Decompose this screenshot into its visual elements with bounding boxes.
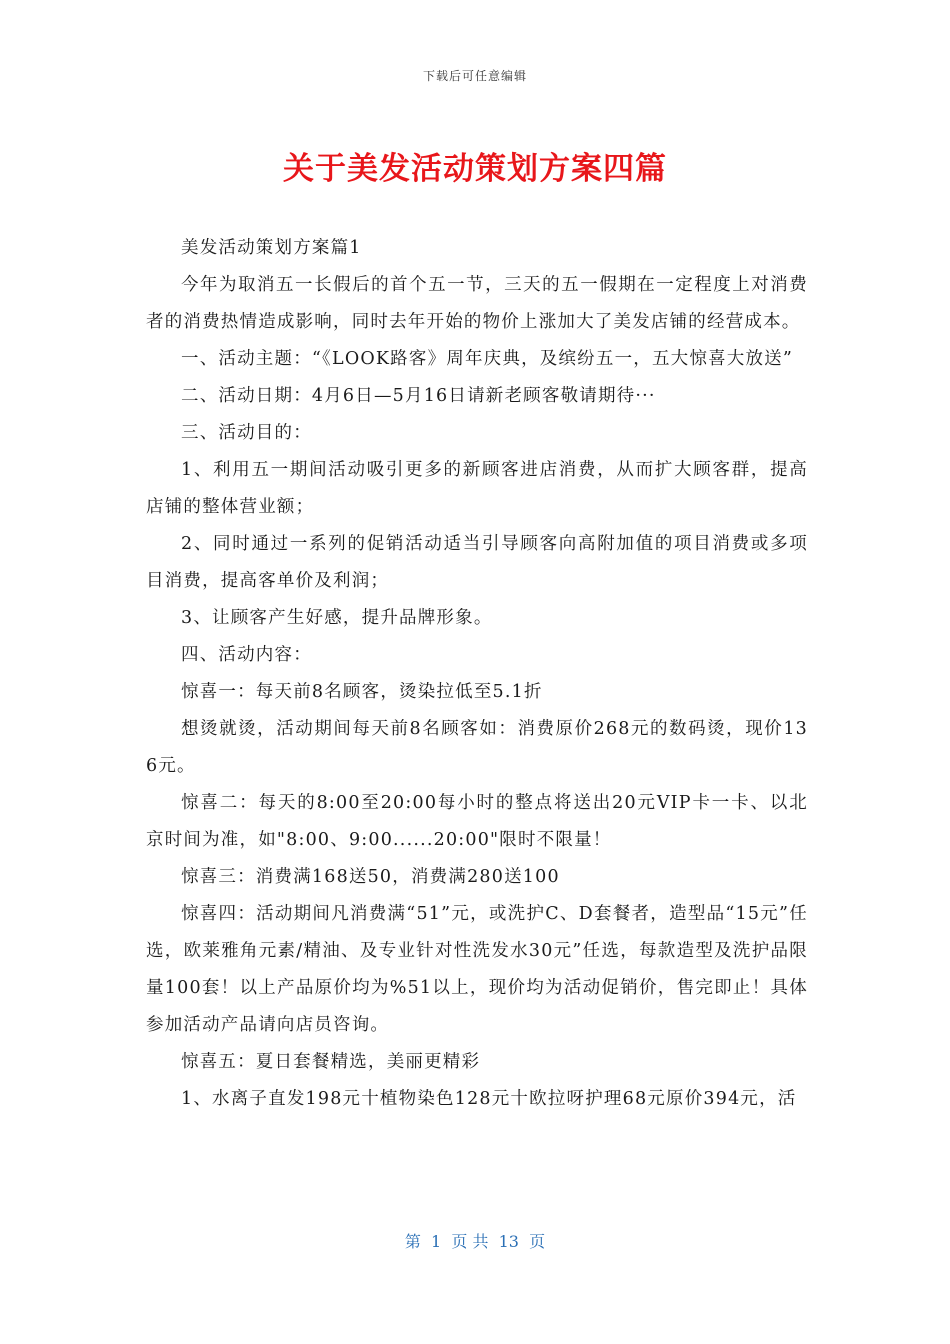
purpose-item-2: 2、同时通过一系列的促销活动适当引导顾客向高附加值的项目消费或多项目消费，提高客单价及利润；	[146, 534, 808, 591]
purpose-item-1: 1、利用五一期间活动吸引更多的新顾客进店消费，从而扩大顾客群，提高店铺的整体营业额；	[146, 460, 808, 517]
surprise-1: 惊喜一：每天前8名顾客，烫染拉低至5.1折	[181, 682, 543, 702]
surprise-1-detail: 想烫就烫，活动期间每天前8名顾客如：消费原价268元的数码烫，现价136元。	[146, 719, 808, 776]
activity-purpose-heading: 三、活动目的：	[181, 423, 312, 443]
page-header-note: 下载后可任意编辑	[422, 69, 527, 83]
surprise-2: 惊喜二：每天的8:00至20:00每小时的整点将送出20元VIP卡一卡、以北京时间为准，如"8:00、9:00......20:00"限时不限量！	[146, 793, 808, 850]
activity-theme: 一、活动主题：“《LOOK路客》周年庆典，及缤纷五一，五大惊喜大放送”	[181, 349, 794, 369]
purpose-item-3: 3、让顾客产生好感，提升品牌形象。	[181, 608, 493, 628]
page-number-footer: 第 1 页 共 13 页	[404, 1232, 546, 1251]
package-item-1: 1、水离子直发198元十植物染色128元十欧拉呀护理68元原价394元，活	[181, 1089, 797, 1109]
surprise-5: 惊喜五：夏日套餐精选，美丽更精彩	[181, 1052, 481, 1072]
document-title: 关于美发活动策划方案四篇	[283, 151, 667, 187]
intro-paragraph: 今年为取消五一长假后的首个五一节，三天的五一假期在一定程度上对消费者的消费热情造成影响，同时去年开始的物价上涨加大了美发店铺的经营成本。	[146, 275, 808, 332]
document-body	[146, 230, 808, 1118]
section-heading-1: 美发活动策划方案篇1	[181, 238, 362, 258]
activity-date: 二、活动日期：4月6日—5月16日请新老顾客敬请期待···	[181, 386, 656, 406]
activity-content-heading: 四、活动内容：	[181, 645, 312, 665]
surprise-4: 惊喜四：活动期间凡消费满“51”元，或洗护C、D套餐者，造型品“15元”任选，欧莱雅角元素/精油、及专业针对性洗发水30元”任选，每款造型及洗护品限量100套！以上产品原价均为%51以上，现价均为活动促销价，售完即止！具体参加活动产品请向店员咨询。	[146, 904, 808, 1035]
surprise-3: 惊喜三：消费满168送50，消费满280送100	[181, 867, 560, 887]
